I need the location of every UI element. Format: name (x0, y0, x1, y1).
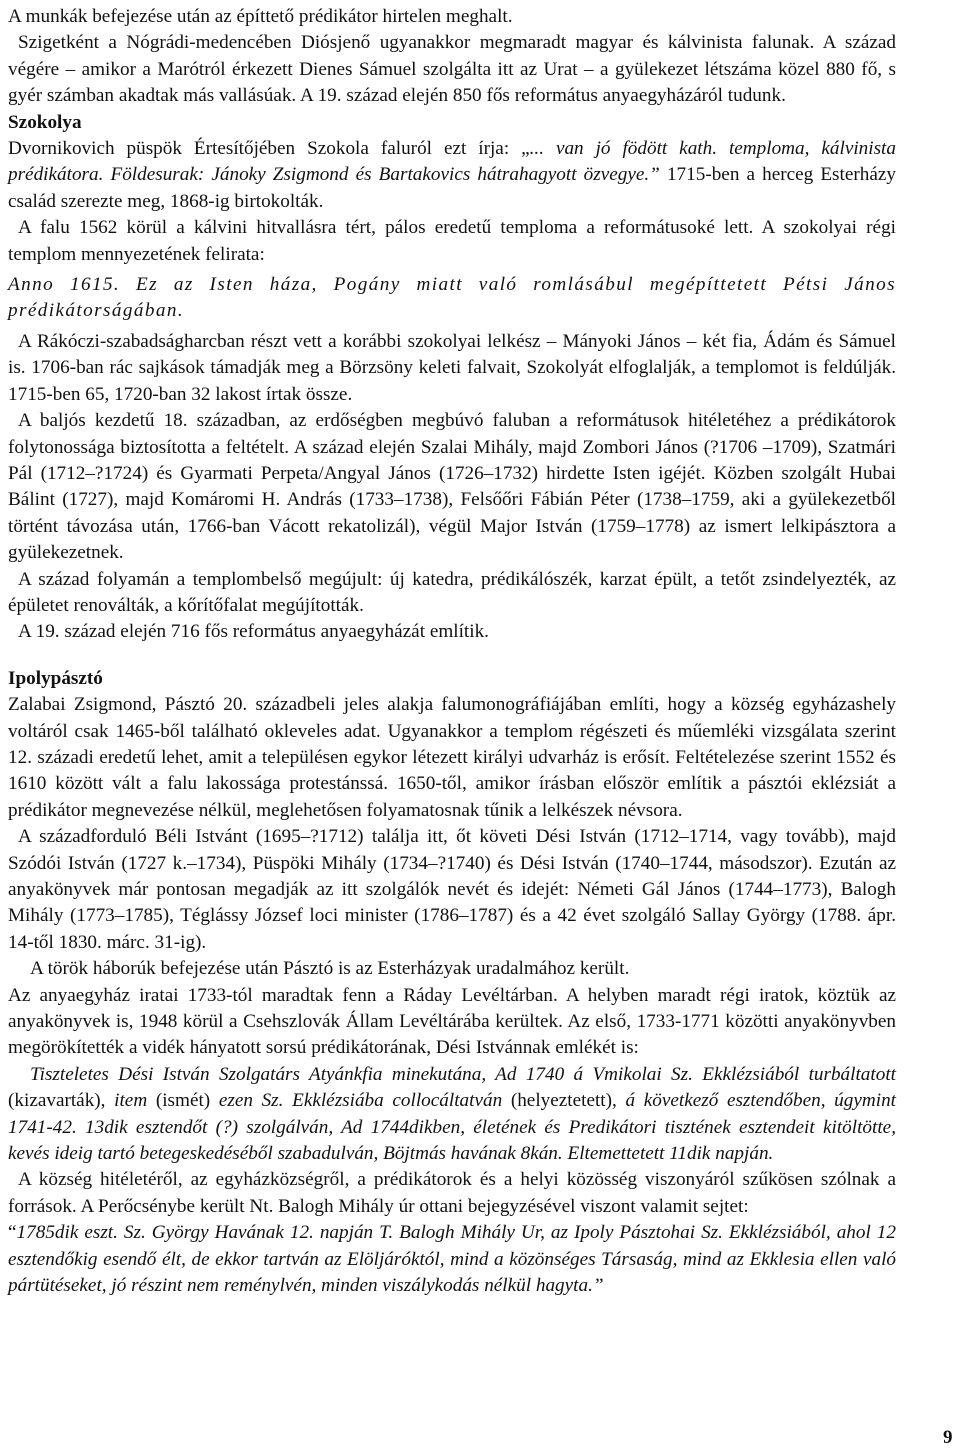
italic-run: item (114, 1090, 148, 1112)
paragraph-renovation: A század folyamán a templombelső megújult: új katedra, prédikálószék, karzat épült, a tetőt zsindelyezték, az épületet renoválták, a kőrítőfalat megújították. (8, 568, 896, 616)
paragraph-szokolya-church: A falu 1562 körül a kálvini hitvallásra tért, pálos eredetű temploma a reformátusoké lett. A szokolyai régi templom mennyezetének felirata: (8, 217, 896, 265)
document-page (8, 0, 896, 1300)
paragraph-szokolya-dvornikovich (8, 136, 896, 215)
text-run: Dvornikovich püspök Értesítőjében Szokola faluról ezt írja: „ (8, 138, 530, 160)
paragraph-diosjeno: Szigetként a Nógrádi-medencében Diósjenő ugyanakkor megmaradt magyar és kálvinista falunak. A század végére – amikor a Marótról érkezett Dienes Sámuel szolgálta itt az Urat – a gyülekezet létszáma közel 880 fő, s gyér számban akadtak más vallásúak. A 19. század elején 850 fős református anyaegyházáról tudunk. (8, 32, 896, 107)
text-run: 1715-ben a herceg Esterházy család szerezte meg, 1868-ig birtokolták. (8, 164, 896, 212)
italic-run: Anno 1615. Ez az Isten háza, Pogány miatt való romlásábul megépíttetett Pétsi János prédikátorságában. (8, 274, 896, 322)
paragraph-zalabai: Zalabai Zsigmond, Pásztó 20. századbeli jeles alakja falumonográfiájában említi, hogy a község egyházashely voltáról csak 1465-ből található okleveles adat. Ugyanakkor a templom régészeti és műemléki vizsgálata szerint 12. századi eredetű lehet, amit a településen egykor létezett királyi udvarház is erősít. Feltételezése szerint 1552 és 1610 között vált a falu lakossága protestánssá. 1650-től, amikor írásban először említik a pásztói eklézsiát a prédikátor megnevezése nélkül, meglehetősen folyamatosnak tűnik a lelkészek névsora. (8, 694, 896, 821)
paragraph-prior-end: A munkák befejezése után az építtető prédikátor hirtelen meghalt. (8, 6, 513, 27)
italic-run: ezen Sz. Ekklézsiába collocáltatván (218, 1090, 503, 1112)
page-number: 9 (943, 1427, 953, 1448)
text-run: (kizavarták), (8, 1090, 115, 1112)
italic-run: á következő esztendőben, úgymint 1741-42. 13dik esztendőt (?) szolgálván, Ad 1744dikben, életének és Predikátori tisztének esztendeit kitöltötte, kevés ideig tartó betegeskedéséből szabadulván, Böjtmás havának 8kán. Eltemettetett 11dik napján. (8, 1090, 896, 1165)
paragraph-esterhazy: A török háborúk befejezése után Pásztó is az Esterházyak uradalmához került. (30, 958, 630, 980)
text-run: (ismét) (147, 1090, 219, 1112)
italic-run: Tiszteletes Dési István Szolgatárs Atyánkfia minekutána, Ad 1740 á Vmikolai Sz. Ekklézsiából turbáltatott (30, 1063, 896, 1085)
italic-run: 1785dik eszt. Sz. György Havának 12. napján T. Balogh Mihály Ur, az Ipoly Pásztohai Sz. Ekklézsiából, ahol 12 esztendőkig esendő élt, de ekkor tartván az Elöljáróktól, mind a közönséges Társaság, mind az Ekklesia ellen való pártütéseket, jó részint nem reménylvén, minden viszálykodás nélkül hagyta.” (8, 1222, 896, 1297)
paragraph-pastors: A századforduló Béli Istvánt (1695–?1712) találja itt, őt követi Dési István (1712–1714, vagy tovább), majd Szódói István (1727 k.–1734), Püspöki Mihály (1734–?1740) és Dési István (1740–1744, másodszor). Ezután az anyakönyvek már pontosan megadják az itt szolgálók nevét és idejét: Németi Gál János (1744–1773), Balogh Mihály (1773–1785), Téglássy József loci minister (1786–1787) és a 42 évet szolgáló Sallay György (1788. ápr. 14-től 1830. márc. 31-ig). (8, 826, 896, 953)
paragraph-balogh-quote (8, 1220, 896, 1299)
paragraph-inscription (8, 272, 896, 325)
paragraph-desi-quote (8, 1062, 896, 1168)
heading-ipolypaszto: Ipolypásztó (8, 667, 103, 689)
paragraph-rakoczi: A Rákóczi-szabadságharcban részt vett a korábbi szokolyai lelkész – Mányoki János – két fia, Ádám és Sámuel is. 1706-ban rác sajkások támadják meg a Börzsöny keleti falvait, Szokolyát elfoglalják, a templomot is feldúlják. 1715-ben 65, 1720-ban 32 lakost írtak össze. (8, 330, 896, 405)
italic-run: ... van jó födött kath. temploma, kálvinista prédikátora. Földesurak: Jánoky Zsigmond és Bartakovics hátrahagyott özvegye.” (8, 138, 896, 186)
text-run: (helyeztetett), (502, 1090, 626, 1112)
paragraph-18th-century: A baljós kezdetű 18. században, az erdőségben megbúvó faluban a reformátusok hitéletéhez a prédikátorok folytonossága biztosította a feltételt. A század elején Szalai Mihály, majd Zombori János (?1706 –1709), Szatmári Pál (1712–?1724) és Gyarmati Perpeta/Angyal János (1726–1732) hirdette Isten igéjét. Közben szolgált Hubai Bálint (1727), majd Komáromi H. András (1733–1738), Felsőőri Fábián Péter (1738–1759, aki a gyülekezetből történt távozása után, 1766-ban Vácott rekatolizál), végül Major István (1759–1778) az ismert lelkipásztora a gyülekezetnek. (8, 410, 896, 564)
quote-mark: “ (8, 1222, 17, 1244)
heading-szokolya: Szokolya (8, 111, 82, 133)
paragraph-sources: A község hitéletéről, az egyházközségről, a prédikátorok és a helyi közösség viszonyáról szűkösen szólnak a források. A Perőcsénybe került Nt. Balogh Mihály úr ottani bejegyzésével viszont valamit sejtet: (8, 1169, 896, 1217)
paragraph-archives: Az anyaegyház iratai 1733-tól maradtak fenn a Ráday Levéltárban. A helyben maradt régi iratok, köztük az anyakönyvek is, 1948 körül a Csehszlovák Állam Levéltárába kerültek. Az első, 1733-1771 közötti anyakönyvben megörökítették a vidék hányatott sorsú prédikátorának, Dési Istvánnak emlékét is: (8, 984, 896, 1059)
paragraph-19th-century: A 19. század elején 716 fős református anyaegyházát említik. (18, 621, 489, 643)
